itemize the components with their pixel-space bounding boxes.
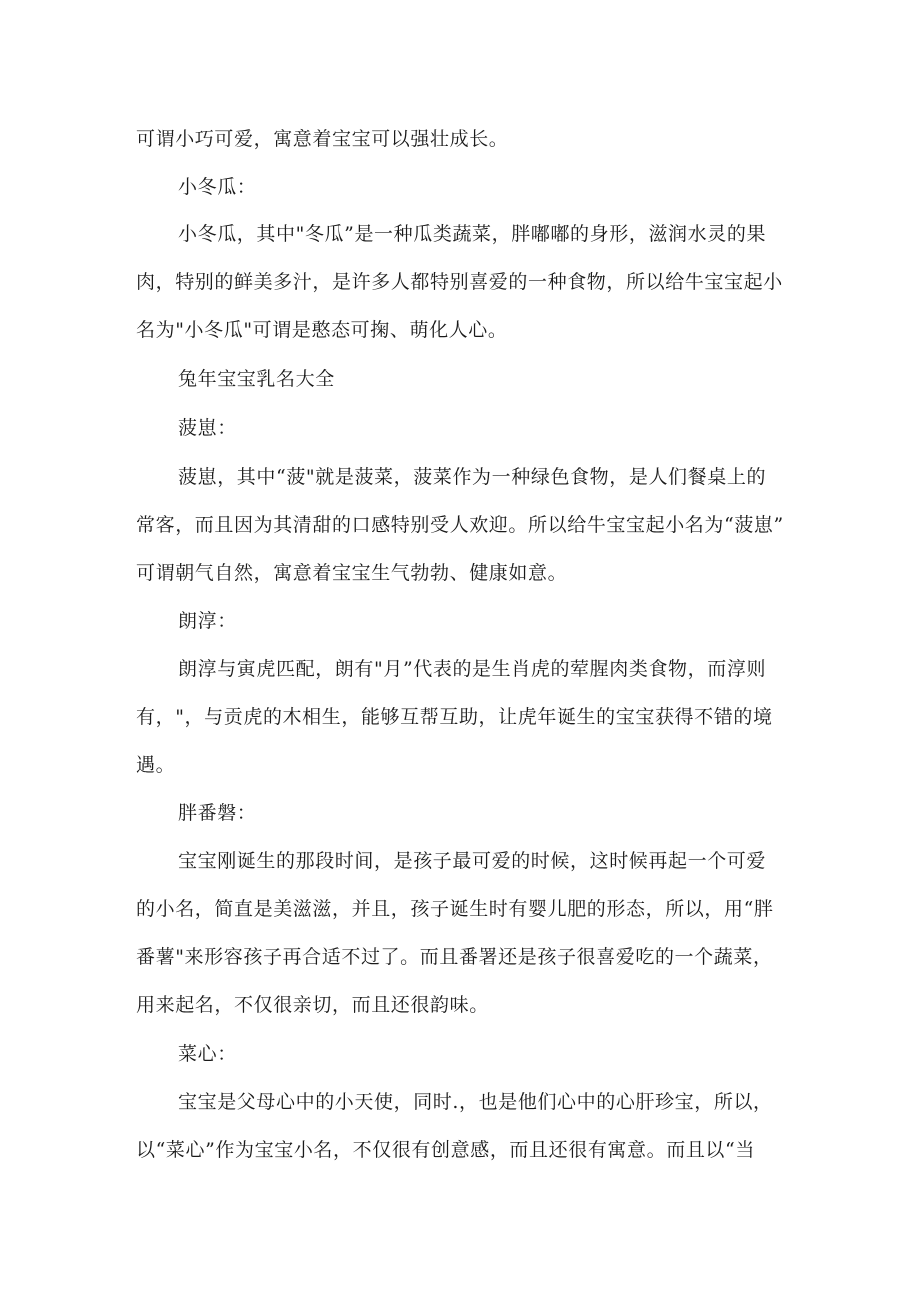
section-heading: 朗淳： [178,610,237,632]
paragraph-line: 名为"小冬瓜"可谓是憨态可掬、萌化人心。 [136,319,508,341]
paragraph-line: 宝宝刚诞生的那段时间，是孩子最可爱的时候，这时候再起一个可爱 [178,850,767,872]
section-heading: 菠崽： [178,417,237,439]
paragraph-line: 的小名，简直是美滋滋，并且，孩子诞生时有婴儿肥的形态，所以，用“胖 [136,898,774,920]
paragraph-line: 可谓朝气自然，寓意着宝宝生气勃勃、健康如意。 [136,562,568,584]
paragraph-line: 肉，特别的鲜美多汁，是许多人都特别喜爱的一种食物，所以给牛宝宝起小 [136,271,783,293]
paragraph-line: 遇。 [136,754,176,776]
paragraph-line: 菠崽，其中“菠"就是菠菜，菠菜作为一种绿色食物，是人们餐桌上的 [178,466,767,488]
paragraph-line: 宝宝是父母心中的小天使，同时.，也是他们心中的心肝珍宝，所以， [178,1091,773,1113]
paragraph-line: 以“菜心”作为宝宝小名，不仅很有创意感，而且还很有寓意。而且以“当 [136,1139,755,1161]
paragraph-line: 常客，而且因为其清甜的口感特别受人欢迎。所以给牛宝宝起小名为“菠崽” [136,514,784,536]
paragraph-line: 番薯"来形容孩子再合适不过了。而且番署还是孩子很喜爱吃的一个蔬菜， [136,946,773,968]
paragraph-line: 有，"，与贡虎的木相生，能够互帮互助，让虎年诞生的宝宝获得不错的境 [136,706,773,728]
paragraph-line: 用来起名，不仅很亲切，而且还很韵味。 [136,994,489,1016]
section-heading: 小冬瓜： [178,176,257,198]
paragraph-line: 小冬瓜，其中"冬瓜”是一种瓜类蔬菜，胖嘟嘟的身形，滋润水灵的果 [178,223,767,245]
section-heading: 兔年宝宝乳名大全 [178,368,335,390]
paragraph-line: 朗淳与寅虎匹配，朗有"月”代表的是生肖虎的荤腥肉类食物，而淳则 [178,658,767,680]
section-heading: 胖番磐： [178,802,257,824]
paragraph-line: 可谓小巧可爱，寓意着宝宝可以强壮成长。 [136,128,509,150]
section-heading: 菜心： [178,1043,237,1065]
